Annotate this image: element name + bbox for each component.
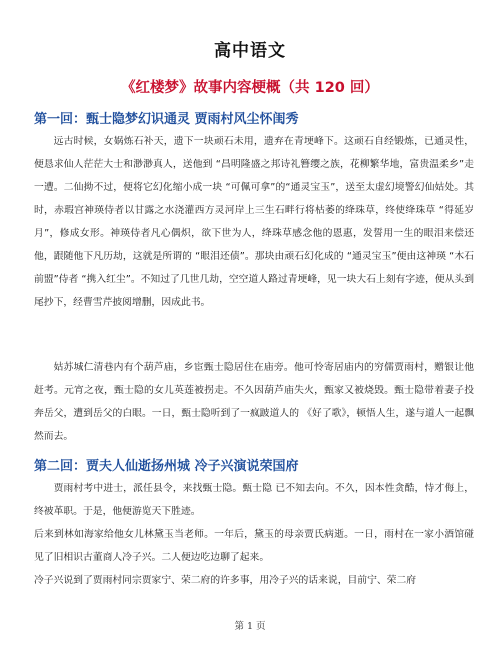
chapter2-paragraph-1: 贾雨村考中进士，派任县令，来找甄士隐。甄士隐 已不知去向。不久，因本性贪酷，恃才侮上，终被革职。于是，他便游览天下胜迹。 bbox=[34, 483, 474, 517]
page-number: 第 1 页 bbox=[234, 621, 266, 632]
chapter2-paragraph-3: 冷子兴说到了贾雨村同宗贾家宁、荣二府的许多事，用冷子兴的话来说，目前宁、荣二府 bbox=[34, 575, 417, 586]
chapter1-paragraph-1: 远古时候，女娲炼石补天，遗下一块顽石未用，遗弃在青埂峰下。这顽石自经锻炼，已通灵性，便恳求仙人茫茫大士和渺渺真人，送他到 “昌明隆盛之邦诗礼簪缨之族，花柳繁华地，富贵温柔乡”走一遭。二仙拗不过，便将它幻化缩小成一块 “可佩可拿”的“通灵宝玉”，送至太虚幻境警幻仙姑处。其时，赤瑕宫神瑛侍者以甘露之水浇灌西方灵河岸上三生石畔行将枯萎的绛珠草，终使绛珠草 “得延岁月”，修成女形。神瑛侍者凡心偶炽，欲下世为人，绛珠草感念他的恩惠，发誓用一生的眼泪来偿还他，跟随他下凡历劫，这就是所谓的 “眼泪还债”。那块由顽石幻化成的 “通灵宝玉”便由这神瑛 “木石前盟”侍者 “携入红尘”。不知过了几世几劫，空空道人路过青埂峰，见一块大石上刻有字迹，便从头到尾抄下，经曹雪芹披阅增删，因成此书。 bbox=[34, 136, 474, 308]
chapter2-heading: 第二回：贾夫人仙逝扬州城 冷子兴演说荣国府 bbox=[34, 459, 299, 474]
document-title: 高中语文 bbox=[214, 41, 286, 61]
document-subtitle: 《红楼梦》故事内容梗概（共 120 回） bbox=[121, 80, 379, 96]
chapter1-heading: 第一回：甄士隐梦幻识通灵 贾雨村风尘怀闺秀 bbox=[34, 112, 299, 127]
chapter2-paragraph-2: 后来到林如海家给他女儿林黛玉当老师。一年后，黛玉的母亲贾氏病逝。一日，雨村在一家小酒馆碰见了旧相识古董商人冷子兴。二人便边吃边聊了起来。 bbox=[34, 529, 474, 563]
chapter1-paragraph-2: 姑苏城仁清巷内有个葫芦庙，乡宦甄士隐居住在庙旁。他可怜寄居庙内的穷儒贾雨村，赠银让他赶考。元宵之夜，甄士隐的女儿英莲被拐走。不久因葫芦庙失火，甄家又被烧毁。甄士隐带着妻子投奔岳父，遭到岳父的白眼。一日，甄士隐听到了一疯跛道人的 《好了歌》，顿悟人生，遂与道人一起飘然而去。 bbox=[34, 362, 474, 442]
